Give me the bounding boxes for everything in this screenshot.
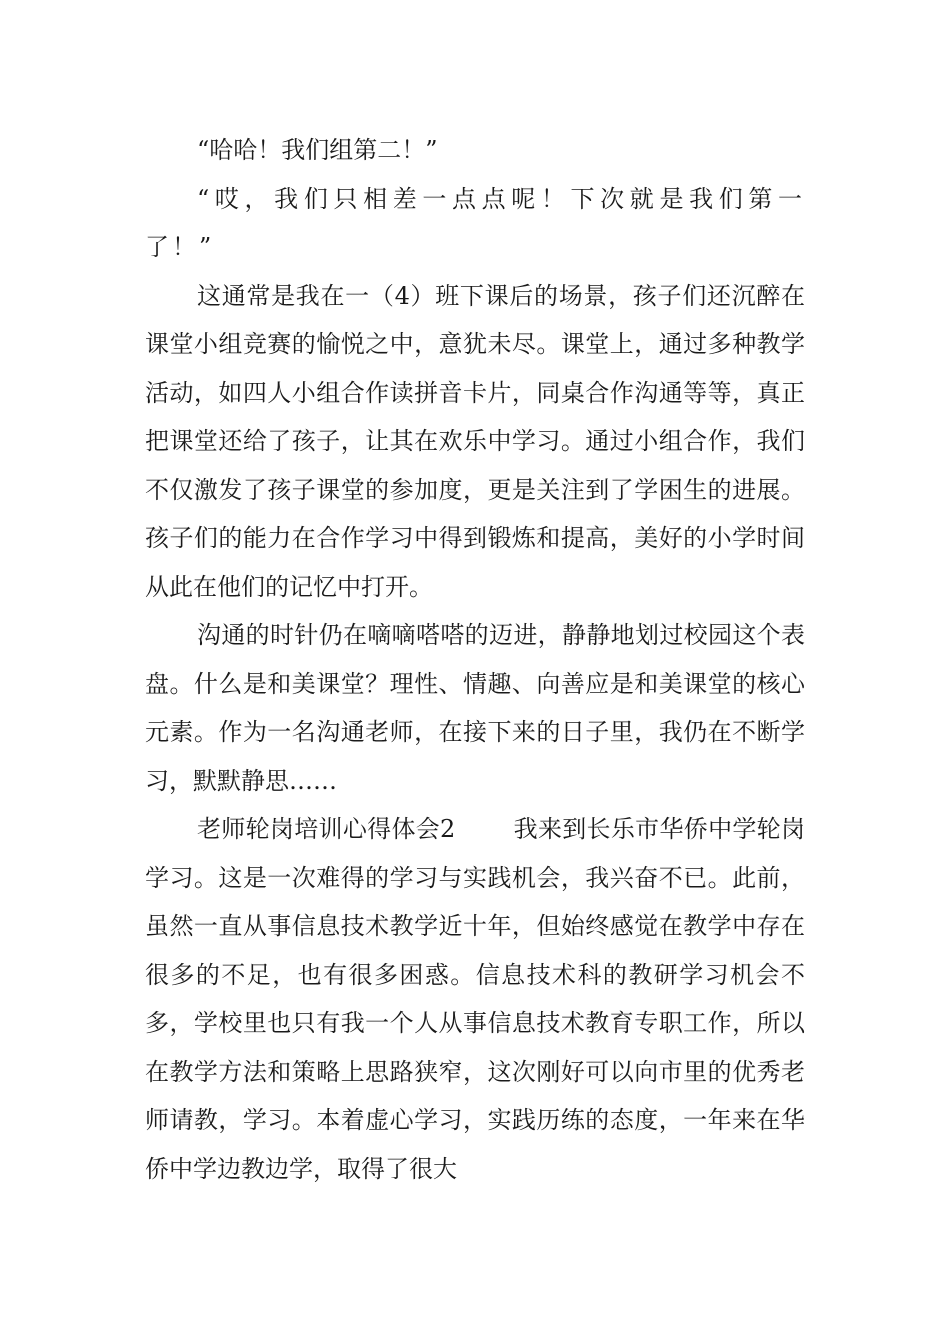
paragraph-reflection: 沟通的时针仍在嘀嘀嗒嗒的迈进，静静地划过校园这个表盘。什么是和美课堂？理性、情趣、向善应是和美课堂的核心元素。作为一名沟通老师，在接下来的日子里，我仍在不断学习，默默静思…… — [145, 621, 805, 795]
paragraph-classroom-scene: 这通常是我在一（4）班下课后的场景，孩子们还沉醉在课堂小组竞赛的愉悦之中，意犹未尽。课堂上，通过多种教学活动，如四人小组合作读拼音卡片，同桌合作沟通等等，真正把课堂还给了孩子，让其在欢乐中学习。通过小组合作，我们不仅激发了孩子课堂的参加度，更是关注到了学困生的进展。孩子们的能力在合作学习中得到锻炼和提高，美好的小学时间从此在他们的记忆中打开。 — [145, 281, 805, 601]
section-paragraph — [145, 805, 805, 1193]
section-heading: 老师轮岗培训心得体会2 — [197, 815, 456, 843]
document-body — [145, 126, 805, 1193]
dialogue-line-2: “哎，我们只相差一点点呢！下次就是我们第一了！” — [145, 184, 805, 261]
section-body: 我来到长乐市华侨中学轮岗学习。这是一次难得的学习与实践机会，我兴奋不已。此前，虽然一直从事信息技术教学近十年，但始终感觉在教学中存在很多的不足，也有很多困惑。信息技术科的教研学习机会不多，学校里也只有我一个人从事信息技术教育专职工作，所以在教学方法和策略上思路狭窄，这次刚好可以向市里的优秀老师请教，学习。本着虚心学习，实践历练的态度，一年来在华侨中学边教边学，取得了很大 — [145, 815, 805, 1183]
dialogue-line-1: “哈哈！我们组第二！” — [197, 136, 438, 164]
